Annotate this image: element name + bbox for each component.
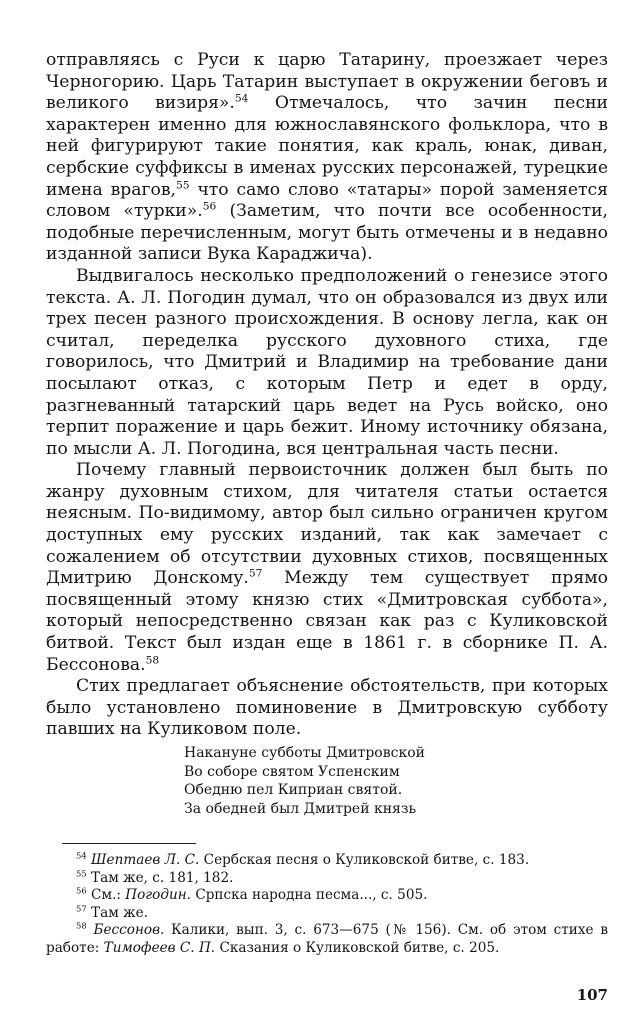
text-run: Сербская песня о Куликовской битве, с. 183. [199, 852, 530, 868]
footnote [46, 870, 608, 888]
text-run: отправляясь с Руси к царю Татарину, проезжает через Черногорию. Царь Татарин выступает в окружении беговъ и великого визиря». [46, 50, 608, 114]
main-text [46, 50, 608, 741]
text-run: что само слово «татары» порой заменяется словом «турки». [46, 179, 608, 222]
footnote-divider [62, 843, 196, 844]
verse-line: Во соборе святом Успенским [184, 763, 400, 780]
footnote-ref: 58 [145, 652, 160, 666]
footnote [46, 887, 608, 905]
author-name: Шептаев Л. С. [91, 852, 200, 868]
author-name: Погодин. [125, 887, 191, 904]
footnote-ref: 58 [76, 920, 87, 931]
footnote-ref: 54 [234, 91, 249, 105]
text-run: См.: [86, 887, 126, 904]
author-name: Бессонов. [93, 922, 165, 939]
verse-quote [184, 744, 425, 818]
text-run: Между тем существует прямо посвященный этому князю стих «Дмитровская суббота», который непосредственно связан как раз с Куликовской битвой. Текст был издан еще в 1861 г. в сборнике П. А. Бессонова. [46, 568, 608, 675]
footnote [46, 905, 608, 923]
text-run: Там же, с. 181, 182. [86, 869, 234, 886]
verse-line: Обедню пел Киприан святой. [184, 782, 403, 798]
footnote-ref: 56 [76, 885, 87, 896]
footnote-ref: 55 [76, 868, 87, 879]
footnote-ref: 57 [76, 903, 87, 914]
text-run: Почему главный первоисточник должен был быть по жанру духовным стихом, для читателя статьи остается неясным. По-видимому, автор был сильно ограничен кругом доступных ему русских изданий, так как замечает с сожалением об отсутствии духовных стихов, посвященных Дмитрию Донскому. [46, 460, 608, 589]
text-run: Стих предлагает объяснение обстоятельств, при которых было установлено поминовение в Дмитровскую субботу павших на Куликовом поле. [46, 676, 608, 740]
paragraph [46, 50, 608, 266]
footnote-ref: 54 [76, 850, 87, 861]
footnote-ref: 56 [202, 199, 217, 213]
text-run: (Заметим, что почти все особенности, подобные перечисленным, могут быть отмечены и в недавно изданной записи Вука Караджича). [46, 201, 608, 265]
text-run: Сказания о Куликовской битве, с. 205. [215, 939, 500, 956]
footnote [46, 852, 608, 870]
page-number: 107 [576, 986, 608, 1004]
text-run: Српска народна песма..., с. 505. [191, 887, 428, 904]
paragraph [46, 266, 608, 460]
text-run: Отмечалось, что зачин песни характерен именно для южнославянского фольклора, что в ней фигурируют такие понятия, как краль, юнак, диван, сербские суффиксы в именах русских персонажей, турецкие имена врагов, [46, 93, 608, 200]
footnote [46, 922, 608, 957]
text-run: Калики, вып. 3, с. 673—675 (№ 156). См. об этом стихе в работе: [46, 922, 608, 956]
footnotes [46, 852, 608, 958]
footnote-ref: 57 [248, 566, 263, 580]
text-run [87, 922, 94, 938]
footnote-ref: 55 [176, 177, 190, 191]
paragraph [46, 460, 608, 676]
text-run: Выдвигалось несколько предположений о генезисе этого текста. А. Л. Погодин думал, что он образовался из двух или трех песен разного происхождения. В основу легла, как он считал, переделка русского духовного стиха, где говорилось, что Дмитрий и Владимир на требование дани посылают отказ, с которым Петр и едет в орду, разгневанный татарский царь ведет на Русь войско, оно терпит поражение и царь бежит. Иному источнику обязана, по мысли А. Л. Погодина, вся центральная часть песни. [46, 265, 608, 459]
author-name: Тимофеев С. П. [103, 939, 216, 956]
text-run: Там же. [86, 904, 148, 921]
verse-line: Накануне субботы Дмитровской [184, 745, 425, 761]
paragraph [46, 676, 608, 741]
verse-line: За обедней был Дмитрей князь [184, 800, 417, 817]
